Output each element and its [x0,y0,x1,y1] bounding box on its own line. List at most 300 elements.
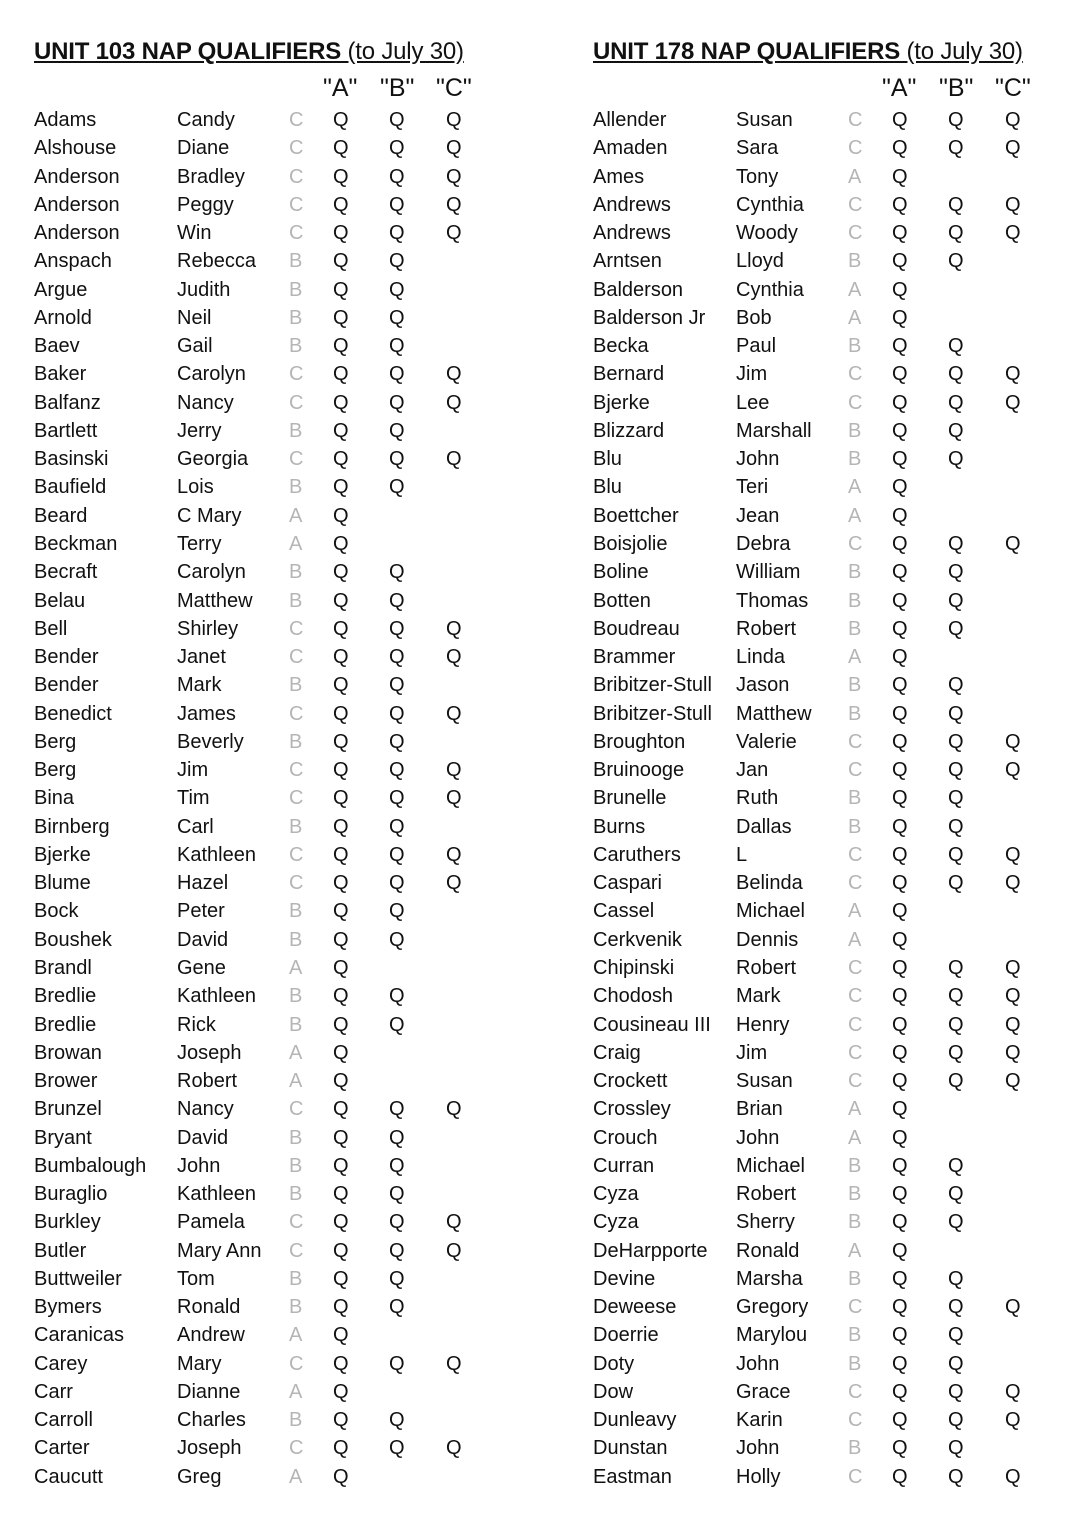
first-name: Robert [736,956,797,979]
level-letter: B [848,787,862,810]
qualifier-row [34,1293,504,1321]
last-name: Bredlie [34,985,97,1008]
level-letter: C [848,843,863,866]
last-name: Bock [34,900,79,923]
qualified-a: Q [333,617,349,640]
qualified-c: Q [446,363,462,386]
qualified-a: Q [892,250,908,273]
first-name: Janet [177,646,226,669]
qualified-c: Q [1005,222,1021,245]
qualified-a: Q [892,1352,908,1375]
last-name: Craig [593,1041,641,1064]
unit-103-title-main: UNIT 103 NAP QUALIFIERS [34,38,342,65]
qualified-b: Q [389,1013,405,1036]
last-name: Anderson [34,222,120,245]
qualifier-row [34,332,504,360]
qualifier-row [34,1265,504,1293]
qualifier-row [593,1463,1063,1491]
level-letter: C [289,843,304,866]
qualified-a: Q [333,1465,349,1488]
last-name: Crouch [593,1126,658,1149]
first-name: David [177,928,229,951]
first-name: Charles [177,1409,246,1432]
level-letter: A [848,1098,862,1121]
qualified-b: Q [948,815,964,838]
level-letter: A [848,928,862,951]
qualifier-row [34,1237,504,1265]
qualified-b: Q [389,1126,405,1149]
qualifier-row [593,332,1063,360]
level-letter: B [848,448,862,471]
qualifier-row [593,1011,1063,1039]
qualifier-row [34,784,504,812]
qualified-c: Q [446,787,462,810]
unit-103-title [34,34,504,70]
qualifier-row [593,473,1063,501]
level-letter: C [848,1041,863,1064]
qualifier-row [593,1237,1063,1265]
qualified-a: Q [333,1041,349,1064]
unit-178-title [593,34,1063,70]
qualifier-row [593,671,1063,699]
first-name: Matthew [736,702,812,725]
first-name: Carl [177,815,214,838]
level-letter: B [848,1267,862,1290]
qualifier-row [593,1378,1063,1406]
last-name: Bartlett [34,419,98,442]
qualified-a: Q [333,956,349,979]
qualified-b: Q [948,250,964,273]
unit-178-title-main: UNIT 178 NAP QUALIFIERS [593,38,901,65]
qualifier-row [34,1124,504,1152]
last-name: Dunstan [593,1437,668,1460]
last-name: Botten [593,589,651,612]
first-name: Jerry [177,419,222,442]
qualified-c: Q [446,1211,462,1234]
qualified-c: Q [446,137,462,160]
qualified-a: Q [333,1183,349,1206]
first-name: Paul [736,335,777,358]
level-letter: B [848,674,862,697]
first-name: Grace [736,1380,791,1403]
unit-103-qualifier-list [34,106,504,1491]
qualified-a: Q [892,363,908,386]
last-name: Curran [593,1154,655,1177]
qualified-b: Q [948,109,964,131]
qualified-a: Q [333,1211,349,1234]
last-name: Boushek [34,928,112,951]
qualified-b: Q [389,222,405,245]
qualifier-row [34,1180,504,1208]
last-name: Bruinooge [593,759,685,782]
last-name: Bender [34,674,99,697]
last-name: Baker [34,363,87,386]
qualified-b: Q [948,1465,964,1488]
last-name: Bredlie [34,1013,97,1036]
first-name: Peggy [177,193,234,216]
qualified-b: Q [948,843,964,866]
qualified-a: Q [892,306,908,329]
qualified-a: Q [892,193,908,216]
qualified-b: Q [389,165,405,188]
level-letter: B [848,1437,862,1460]
qualified-c: Q [1005,1013,1021,1036]
qualifier-row [593,389,1063,417]
qualifier-row [593,982,1063,1010]
qualifier-row [34,1378,504,1406]
qualifier-row [593,106,1063,134]
qualifier-row [593,784,1063,812]
qualifier-row [593,1067,1063,1095]
qualifier-row [34,473,504,501]
qualifier-row [593,1434,1063,1462]
last-name: Andrews [593,193,671,216]
first-name: Gail [177,335,213,358]
first-name: Michael [736,900,805,923]
first-name: Thomas [736,589,809,612]
level-letter: A [848,1239,862,1262]
last-name: Cassel [593,900,655,923]
qualified-a: Q [892,561,908,584]
qualified-c: Q [1005,759,1021,782]
level-letter: A [848,476,862,499]
last-name: Carr [34,1380,73,1403]
qualifier-row [593,163,1063,191]
first-name: Jim [736,363,768,386]
qualified-b: Q [948,787,964,810]
qualified-b: Q [948,1324,964,1347]
level-letter: C [848,985,863,1008]
first-name: Jan [736,759,769,782]
qualifier-row [34,1067,504,1095]
qualified-c: Q [446,759,462,782]
level-letter: A [289,1380,303,1403]
last-name: Broughton [593,730,686,753]
qualified-b: Q [389,193,405,216]
qualifier-row [34,502,504,530]
level-letter: C [848,956,863,979]
last-name: Birnberg [34,815,110,838]
qualified-a: Q [333,759,349,782]
qualified-a: Q [892,165,908,188]
first-name: Carolyn [177,363,246,386]
header-a: "A" [882,74,917,102]
first-name: John [736,1126,780,1149]
level-letter: C [289,1352,304,1375]
qualified-c: Q [446,193,462,216]
qualified-c: Q [446,843,462,866]
qualified-a: Q [892,617,908,640]
level-letter: C [848,872,863,895]
qualified-b: Q [948,137,964,160]
qualified-b: Q [948,617,964,640]
last-name: Carter [34,1437,90,1460]
last-name: Basinski [34,448,109,471]
level-letter: B [848,1324,862,1347]
first-name: Valerie [736,730,797,753]
qualifier-row [593,1265,1063,1293]
level-letter: A [848,306,862,329]
last-name: Brower [34,1070,98,1093]
last-name: Bina [34,787,75,810]
qualifier-row [593,1321,1063,1349]
first-name: Matthew [177,589,253,612]
qualifier-row [593,756,1063,784]
last-name: Brammer [593,646,676,669]
header-c: "C" [995,74,1031,102]
last-name: Brandl [34,956,92,979]
level-letter: C [848,1070,863,1093]
last-name: Anderson [34,165,120,188]
qualifier-row [593,360,1063,388]
qualified-a: Q [892,1183,908,1206]
qualifier-row [34,445,504,473]
qualified-b: Q [389,815,405,838]
last-name: Deweese [593,1296,677,1319]
qualified-a: Q [333,109,349,131]
qualified-b: Q [948,1409,964,1432]
qualified-a: Q [333,1380,349,1403]
qualified-c: Q [446,646,462,669]
level-letter: B [848,561,862,584]
qualifier-row [593,1180,1063,1208]
level-letter: B [289,1409,303,1432]
qualified-b: Q [389,1239,405,1262]
qualified-a: Q [333,391,349,414]
last-name: Bjerke [34,843,91,866]
qualified-a: Q [333,1013,349,1036]
unit-178-qualifier-list [593,106,1063,1491]
qualified-b: Q [389,1352,405,1375]
last-name: Bribitzer-Stull [593,702,712,725]
level-letter: C [848,1409,863,1432]
level-letter: C [848,222,863,245]
qualifier-row [34,813,504,841]
qualified-a: Q [333,1154,349,1177]
last-name: Doerrie [593,1324,659,1347]
first-name: Susan [736,109,793,131]
qualified-b: Q [948,1380,964,1403]
qualified-a: Q [892,419,908,442]
first-name: John [736,1437,780,1460]
first-name: James [177,702,236,725]
last-name: Dow [593,1380,634,1403]
last-name: Brunzel [34,1098,102,1121]
qualified-a: Q [333,278,349,301]
qualified-b: Q [389,900,405,923]
qualified-a: Q [333,504,349,527]
qualified-a: Q [892,391,908,414]
last-name: Benedict [34,702,112,725]
last-name: Blu [593,448,622,471]
qualifier-row [593,841,1063,869]
qualified-b: Q [389,1296,405,1319]
level-letter: A [848,165,862,188]
qualified-b: Q [948,674,964,697]
qualified-b: Q [389,1183,405,1206]
qualifier-row [593,1152,1063,1180]
last-name: Bumbalough [34,1154,147,1177]
level-letter: A [289,1041,303,1064]
qualifier-row [34,897,504,925]
level-letter: C [848,730,863,753]
first-name: Karin [736,1409,783,1432]
qualified-a: Q [892,1211,908,1234]
first-name: Greg [177,1465,222,1488]
qualified-c: Q [1005,532,1021,555]
qualified-c: Q [1005,1041,1021,1064]
last-name: Boettcher [593,504,679,527]
qualifier-row [593,587,1063,615]
first-name: Terry [177,532,222,555]
qualified-a: Q [892,589,908,612]
first-name: Ronald [736,1239,800,1262]
qualified-a: Q [333,165,349,188]
qualified-c: Q [446,222,462,245]
qualified-a: Q [892,759,908,782]
qualified-a: Q [892,985,908,1008]
qualified-b: Q [389,759,405,782]
last-name: Butler [34,1239,87,1262]
qualified-c: Q [446,1437,462,1460]
qualified-b: Q [948,222,964,245]
level-letter: C [848,759,863,782]
first-name: Jim [736,1041,768,1064]
qualifier-row [593,530,1063,558]
qualified-b: Q [389,137,405,160]
first-name: Debra [736,532,791,555]
level-letter: B [289,1154,303,1177]
qualified-b: Q [389,391,405,414]
qualified-c: Q [1005,872,1021,895]
level-letter: C [289,1098,304,1121]
qualified-a: Q [892,1154,908,1177]
qualified-a: Q [333,872,349,895]
qualified-b: Q [389,363,405,386]
qualified-b: Q [389,335,405,358]
first-name: Marshall [736,419,812,442]
qualified-b: Q [948,335,964,358]
qualified-c: Q [1005,109,1021,131]
last-name: Arnold [34,306,92,329]
qualified-a: Q [892,730,908,753]
qualified-a: Q [333,928,349,951]
qualified-b: Q [948,561,964,584]
qualified-b: Q [948,391,964,414]
first-name: Bob [736,306,772,329]
level-letter: B [848,589,862,612]
level-letter: C [289,109,304,131]
qualified-a: Q [892,787,908,810]
qualified-a: Q [333,1296,349,1319]
first-name: Dennis [736,928,799,951]
qualified-b: Q [948,1070,964,1093]
first-name: Pamela [177,1211,245,1234]
level-letter: A [848,278,862,301]
last-name: Berg [34,759,77,782]
last-name: Alshouse [34,137,117,160]
last-name: Berg [34,730,77,753]
qualified-a: Q [333,250,349,273]
qualified-b: Q [389,1409,405,1432]
qualifier-row [34,982,504,1010]
qualifier-row [593,276,1063,304]
qualifier-row [593,643,1063,671]
qualifier-row [593,813,1063,841]
first-name: Tim [177,787,210,810]
qualified-c: Q [446,1239,462,1262]
last-name: Bryant [34,1126,92,1149]
qualified-c: Q [446,391,462,414]
qualified-a: Q [892,137,908,160]
first-name: C Mary [177,504,242,527]
first-name: Ronald [177,1296,241,1319]
first-name: Holly [736,1465,781,1488]
level-letter: B [848,702,862,725]
qualified-b: Q [948,1041,964,1064]
level-letter: A [848,646,862,669]
level-letter: B [289,1126,303,1149]
qualifier-row [34,106,504,134]
qualified-a: Q [892,815,908,838]
qualified-a: Q [333,674,349,697]
level-letter: B [289,335,303,358]
qualifier-row [34,728,504,756]
qualified-b: Q [948,1211,964,1234]
last-name: Cerkvenik [593,928,682,951]
qualified-a: Q [333,589,349,612]
qualified-a: Q [333,335,349,358]
first-name: Mary Ann [177,1239,262,1262]
level-letter: B [848,1211,862,1234]
qualifier-row [34,1406,504,1434]
last-name: Argue [34,278,88,301]
last-name: Anspach [34,250,112,273]
qualifier-row [34,1434,504,1462]
unit-103-section [34,34,504,1491]
first-name: Carolyn [177,561,246,584]
qualified-b: Q [389,448,405,471]
unit-103-title-date: (to July 30) [341,38,464,65]
first-name: William [736,561,801,584]
qualified-a: Q [333,730,349,753]
first-name: Jean [736,504,780,527]
first-name: Lois [177,476,214,499]
qualifier-row [593,417,1063,445]
qualified-a: Q [333,419,349,442]
qualified-b: Q [948,1013,964,1036]
level-letter: B [289,1267,303,1290]
last-name: Andrews [593,222,671,245]
qualified-a: Q [333,646,349,669]
qualified-a: Q [892,646,908,669]
level-letter: C [848,1296,863,1319]
qualified-a: Q [892,1126,908,1149]
level-letter: B [289,730,303,753]
qualified-c: Q [446,448,462,471]
first-name: L [736,843,748,866]
level-letter: B [289,561,303,584]
level-letter: C [848,363,863,386]
first-name: Shirley [177,617,239,640]
last-name: Blume [34,872,91,895]
level-letter: B [848,1154,862,1177]
first-name: Neil [177,306,212,329]
level-letter: C [289,137,304,160]
last-name: Arntsen [593,250,662,273]
first-name: Cynthia [736,193,804,216]
last-name: Caspari [593,872,662,895]
